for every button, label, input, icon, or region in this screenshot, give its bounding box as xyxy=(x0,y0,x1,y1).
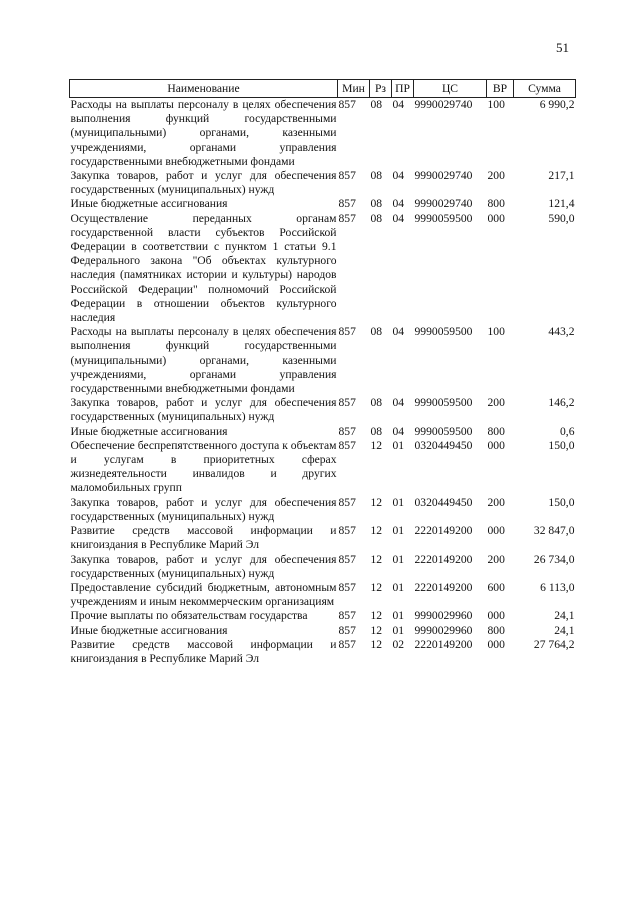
cell-rz: 08 xyxy=(370,396,383,410)
cell-cs: 9990029740 xyxy=(414,197,473,211)
cell-cs: 9990059500 xyxy=(414,424,473,438)
cell-min: 857 xyxy=(338,211,356,225)
cell-name: Прочие выплаты по обязательствам государства xyxy=(70,609,308,623)
cell-cs: 2220149200 xyxy=(414,552,473,566)
cell-min: 857 xyxy=(338,524,356,538)
cell-pr: 01 xyxy=(392,495,405,509)
table-row xyxy=(70,524,576,552)
cell-cs: 2220149200 xyxy=(414,637,473,651)
table-body xyxy=(70,98,576,667)
cell-pr: 04 xyxy=(392,211,405,225)
cell-vr: 100 xyxy=(487,98,505,111)
cell-rz: 12 xyxy=(370,524,383,538)
cell-vr: 800 xyxy=(487,424,505,438)
cell-vr: 800 xyxy=(487,197,505,211)
header-sum: Сумма xyxy=(514,80,576,98)
cell-name: Иные бюджетные ассигнования xyxy=(70,197,228,211)
cell-sum: 590,0 xyxy=(548,211,575,225)
cell-min: 857 xyxy=(338,424,356,438)
cell-min: 857 xyxy=(338,637,356,651)
cell-min: 857 xyxy=(338,495,356,509)
cell-pr: 01 xyxy=(392,438,405,452)
cell-vr: 800 xyxy=(487,623,505,637)
cell-vr: 000 xyxy=(487,524,505,538)
header-name: Наименование xyxy=(70,80,338,98)
cell-pr: 01 xyxy=(392,609,405,623)
cell-sum: 150,0 xyxy=(548,438,575,452)
header-pr: ПР xyxy=(392,80,414,98)
cell-rz: 12 xyxy=(370,637,383,651)
table-row xyxy=(70,197,576,211)
table-row xyxy=(70,212,576,326)
cell-cs: 9990029740 xyxy=(414,169,473,183)
cell-sum: 217,1 xyxy=(548,169,575,183)
cell-name: Расходы на выплаты персоналу в целях обеспечения выполнения функций государственными (муниципальными) органами, казенными учреждениями, органами управления государственными внебюджетными фондами xyxy=(70,325,337,396)
cell-sum: 24,1 xyxy=(554,609,575,623)
cell-sum: 443,2 xyxy=(548,325,575,339)
table-row xyxy=(70,439,576,496)
cell-min: 857 xyxy=(338,580,356,594)
cell-sum: 6 113,0 xyxy=(540,580,575,594)
cell-vr: 000 xyxy=(487,211,505,225)
table-row xyxy=(70,396,576,424)
cell-sum: 0,6 xyxy=(560,424,575,438)
cell-cs: 0320449450 xyxy=(414,495,473,509)
cell-min: 857 xyxy=(338,438,356,452)
cell-vr: 200 xyxy=(487,552,505,566)
cell-cs: 9990059500 xyxy=(414,211,473,225)
cell-rz: 08 xyxy=(370,424,383,438)
cell-pr: 04 xyxy=(392,325,405,339)
cell-name: Иные бюджетные ассигнования xyxy=(70,623,228,637)
cell-name: Предоставление субсидий бюджетным, автономным учреждениям и иным некоммерческим организациям xyxy=(70,580,337,609)
cell-vr: 200 xyxy=(487,169,505,183)
cell-rz: 12 xyxy=(370,552,383,566)
table-row xyxy=(70,581,576,609)
cell-sum: 121,4 xyxy=(548,197,575,211)
cell-rz: 12 xyxy=(370,438,383,452)
cell-pr: 04 xyxy=(392,424,405,438)
cell-sum: 24,1 xyxy=(554,623,575,637)
cell-rz: 12 xyxy=(370,609,383,623)
cell-vr: 600 xyxy=(487,580,505,594)
cell-rz: 08 xyxy=(370,169,383,183)
table-row xyxy=(70,609,576,623)
cell-rz: 08 xyxy=(370,197,383,211)
cell-pr: 02 xyxy=(392,637,405,651)
cell-pr: 04 xyxy=(392,169,405,183)
cell-min: 857 xyxy=(338,552,356,566)
budget-table xyxy=(69,79,576,666)
cell-rz: 08 xyxy=(370,325,383,339)
cell-min: 857 xyxy=(338,609,356,623)
cell-vr: 000 xyxy=(487,637,505,651)
cell-name: Расходы на выплаты персоналу в целях обеспечения выполнения функций государственными (муниципальными) органами, казенными учреждениями, органами управления государственными внебюджетными фондами xyxy=(70,98,337,168)
cell-vr: 000 xyxy=(487,438,505,452)
cell-rz: 12 xyxy=(370,580,383,594)
table-row xyxy=(70,496,576,524)
cell-vr: 100 xyxy=(487,325,505,339)
table-row xyxy=(70,98,576,170)
cell-pr: 01 xyxy=(392,623,405,637)
cell-sum: 150,0 xyxy=(548,495,575,509)
table-header xyxy=(70,80,576,98)
cell-vr: 200 xyxy=(487,495,505,509)
cell-name: Иные бюджетные ассигнования xyxy=(70,424,228,438)
cell-sum: 32 847,0 xyxy=(533,524,575,538)
cell-cs: 9990029740 xyxy=(414,98,473,111)
cell-rz: 08 xyxy=(370,211,383,225)
cell-min: 857 xyxy=(338,197,356,211)
cell-sum: 146,2 xyxy=(548,396,575,410)
table-row xyxy=(70,169,576,197)
header-vr: ВР xyxy=(487,80,514,98)
table-row xyxy=(70,425,576,439)
table-row xyxy=(70,553,576,581)
cell-cs: 2220149200 xyxy=(414,580,473,594)
table-row xyxy=(70,325,576,396)
cell-cs: 2220149200 xyxy=(414,524,473,538)
cell-rz: 08 xyxy=(370,98,383,111)
cell-name: Закупка товаров, работ и услуг для обеспечения государственных (муниципальных) нужд xyxy=(70,169,337,197)
cell-name: Осуществление переданных органам государственной власти субъектов Российской Федерации в соответствии с пунктом 1 статьи 9.1 Федерального закона "Об объектах культурного наследия (памятниках истории и культуры) народов Российской Федерации" полномочий Российской Федерации в отношении объектов культурного наследия xyxy=(70,211,337,325)
cell-pr: 01 xyxy=(392,552,405,566)
header-min: Мин xyxy=(338,80,370,98)
cell-cs: 9990059500 xyxy=(414,396,473,410)
cell-name: Закупка товаров, работ и услуг для обеспечения государственных (муниципальных) нужд xyxy=(70,552,337,580)
cell-cs: 9990029960 xyxy=(414,623,473,637)
header-row xyxy=(70,80,576,98)
cell-min: 857 xyxy=(338,98,356,111)
page-number: 51 xyxy=(556,40,569,55)
table-row xyxy=(70,624,576,638)
cell-sum: 26 734,0 xyxy=(533,552,575,566)
cell-sum: 6 990,2 xyxy=(539,98,575,111)
cell-vr: 200 xyxy=(487,396,505,410)
header-cs: ЦС xyxy=(414,80,487,98)
cell-name: Обеспечение беспрепятственного доступа к объектам и услугам в приоритетных сферах жизнедеятельности инвалидов и других маломобильных групп xyxy=(70,438,337,495)
cell-name: Закупка товаров, работ и услуг для обеспечения государственных (муниципальных) нужд xyxy=(70,495,337,523)
cell-pr: 01 xyxy=(392,580,405,594)
cell-pr: 04 xyxy=(392,396,405,410)
cell-min: 857 xyxy=(338,623,356,637)
header-rz: Рз xyxy=(370,80,392,98)
cell-cs: 9990029960 xyxy=(414,609,473,623)
cell-rz: 12 xyxy=(370,623,383,637)
cell-name: Развитие средств массовой информации и книгоиздания в Республике Марий Эл xyxy=(70,524,337,552)
cell-pr: 01 xyxy=(392,524,405,538)
cell-cs: 9990059500 xyxy=(414,325,473,339)
cell-vr: 000 xyxy=(487,609,505,623)
cell-cs: 0320449450 xyxy=(414,438,473,452)
cell-sum: 27 764,2 xyxy=(533,637,575,651)
cell-rz: 12 xyxy=(370,495,383,509)
cell-min: 857 xyxy=(338,325,356,339)
cell-min: 857 xyxy=(338,169,356,183)
cell-pr: 04 xyxy=(392,197,405,211)
table-row xyxy=(70,638,576,666)
cell-name: Закупка товаров, работ и услуг для обеспечения государственных (муниципальных) нужд xyxy=(70,396,337,424)
cell-pr: 04 xyxy=(392,98,405,111)
cell-min: 857 xyxy=(338,396,356,410)
cell-name: Развитие средств массовой информации и книгоиздания в Республике Марий Эл xyxy=(70,637,337,665)
